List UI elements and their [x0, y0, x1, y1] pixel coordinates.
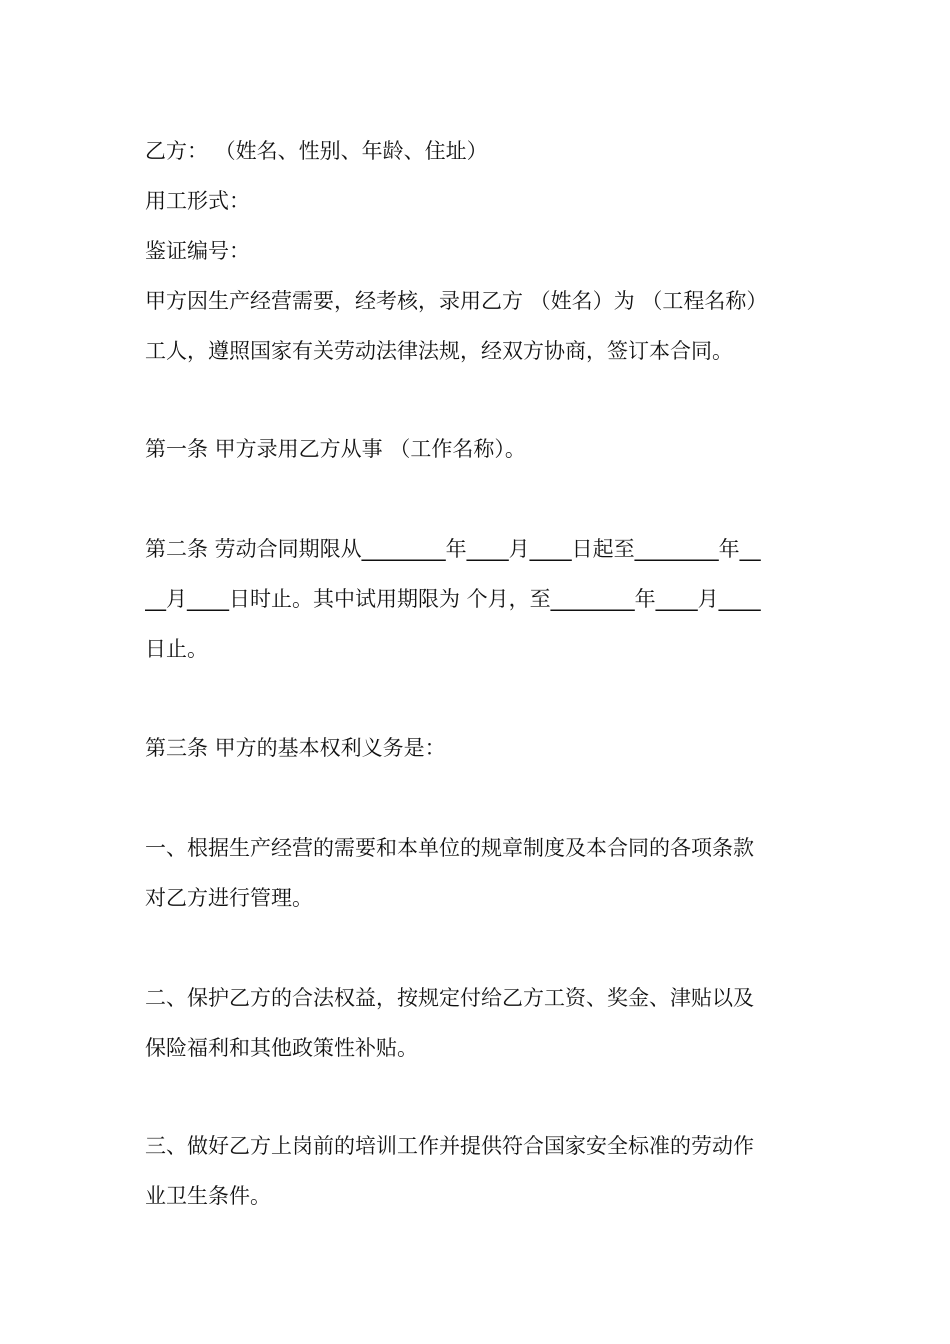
verification-number-line: 鉴证编号： — [145, 239, 250, 263]
article-1: 第一条 甲方录用乙方从事 （工作名称）。 — [145, 437, 526, 461]
clause-1-line-2: 对乙方进行管理。 — [145, 886, 313, 910]
clause-3-line-1: 三、做好乙方上岗前的培训工作并提供符合国家安全标准的劳动作 — [145, 1134, 754, 1158]
preamble-line-1: 甲方因生产经营需要，经考核，录用乙方 （姓名）为 （工程名称） — [145, 289, 768, 313]
article-2-line-2: __月____日时止。其中试用期限为 个月，至________年____月____ — [145, 587, 761, 611]
preamble-line-2: 工人，遵照国家有关劳动法律法规，经双方协商，签订本合同。 — [145, 339, 733, 363]
party-b-line: 乙方： （姓名、性别、年龄、住址） — [145, 139, 488, 163]
article-2-line-3: 日止。 — [145, 637, 208, 661]
employment-form-line: 用工形式： — [145, 189, 250, 213]
clause-2-line-2: 保险福利和其他政策性补贴。 — [145, 1036, 418, 1060]
clause-3-line-2: 业卫生条件。 — [145, 1184, 271, 1208]
clause-2-line-1: 二、保护乙方的合法权益，按规定付给乙方工资、奖金、津贴以及 — [145, 986, 754, 1010]
article-3-heading: 第三条 甲方的基本权利义务是： — [145, 736, 446, 760]
clause-1-line-1: 一、根据生产经营的需要和本单位的规章制度及本合同的各项条款 — [145, 836, 754, 860]
article-2-line-1: 第二条 劳动合同期限从________年____月____日起至________年__ — [145, 537, 761, 561]
